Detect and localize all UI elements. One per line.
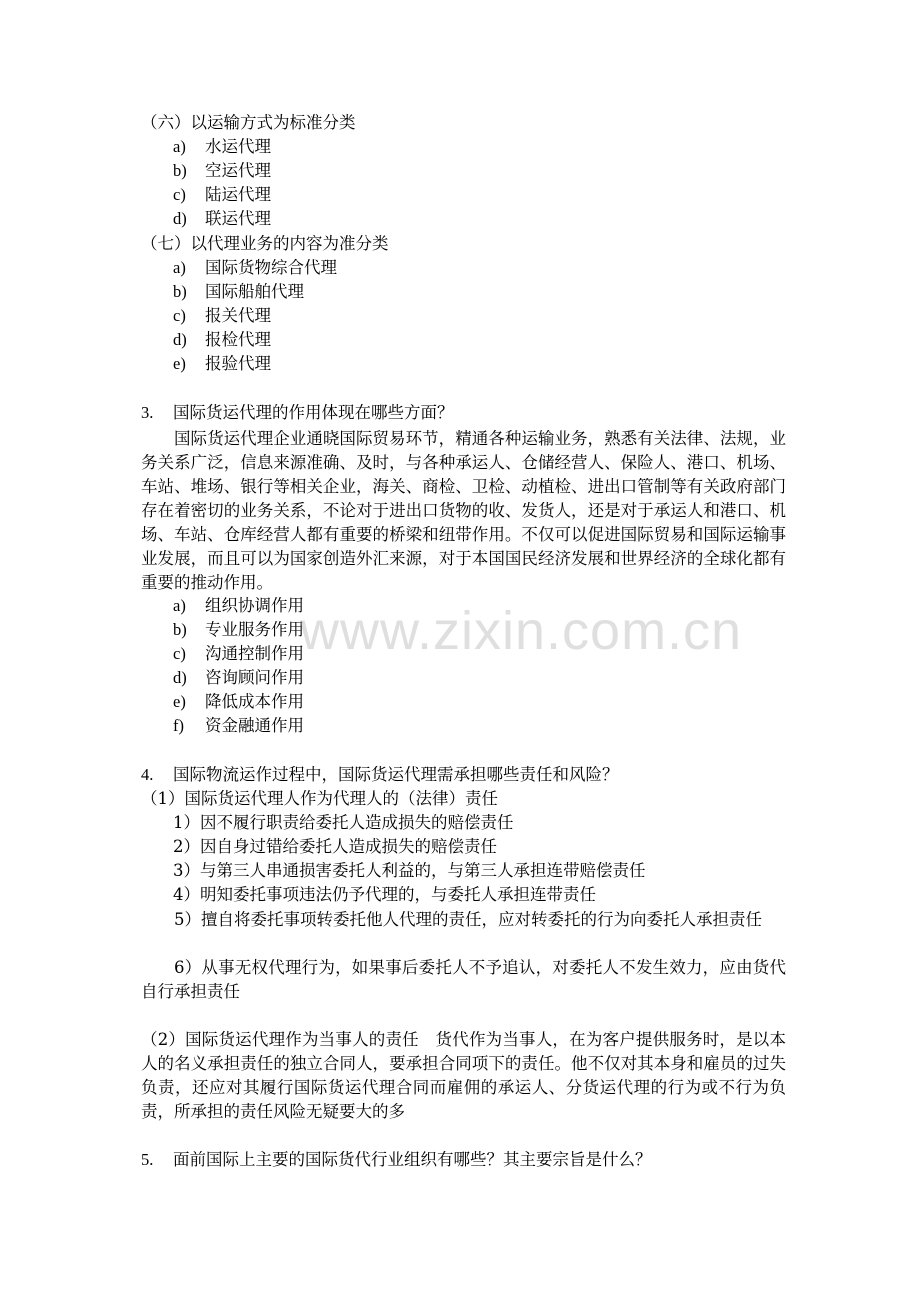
list-marker: d) xyxy=(173,668,187,687)
list-item: 2）因自身过错给委托人造成损失的赔偿责任 xyxy=(173,837,497,856)
list-marker: c) xyxy=(173,644,186,663)
list-item xyxy=(173,643,304,665)
question-4 xyxy=(141,764,619,786)
list-item xyxy=(173,667,304,689)
subsection-heading: （1）国际货运代理人作为代理人的（法律）责任 xyxy=(141,789,498,808)
section-heading-6: （六）以运输方式为标准分类 xyxy=(141,113,356,132)
answer-paragraph xyxy=(141,427,786,595)
list-item xyxy=(173,353,271,375)
subsection-paragraph: （2）国际货运代理作为当事人的责任 货代作为当事人，在为客户提供服务时，是以本人的名义承担责任的独立合同人，要承担合同项下的责任。他不仅对其本身和雇员的过失负责，还应对其履行国际货运代理合同而雇佣的承运人、分货运代理的行为或不行为负责，所承担的责任风险无疑要大的多 xyxy=(141,1030,786,1121)
question-5 xyxy=(141,1149,652,1171)
list-item xyxy=(173,136,271,158)
list-item-text: 陆运代理 xyxy=(205,185,271,204)
list-item xyxy=(173,281,304,303)
list-item: 5）擅自将委托事项转委托他人代理的责任，应对转委托的行为向委托人承担责任 xyxy=(174,910,762,929)
list-item-text: 报关代理 xyxy=(205,306,271,325)
list-marker: b) xyxy=(173,161,187,180)
list-marker: c) xyxy=(173,185,186,204)
list-marker: d) xyxy=(173,330,187,349)
list-item-text: 组织协调作用 xyxy=(205,596,304,615)
list-marker: e) xyxy=(173,692,186,711)
list-item-text: 空运代理 xyxy=(205,161,271,180)
list-item-text: 降低成本作用 xyxy=(205,692,304,711)
list-item: 3）与第三人串通损害委托人利益的，与第三人承担连带赔偿责任 xyxy=(173,861,646,880)
answer-text: 国际货运代理企业通晓国际贸易环节，精通各种运输业务，熟悉有关法律、法规，业务关系广泛，信息来源准确、及时，与各种承运人、仓储经营人、保险人、港口、机场、车站、堆场、银行等相关企业，海关、商检、卫检、动植检、进出口管制等有关政府部门存在着密切的业务关系，不论对于进出口货物的收、发货人，还是对于承运人和港口、机场、车站、仓库经营人都有重要的桥梁和纽带作用。不仅可以促进国际贸易和国际运输事业发展，而且可以为国家创造外汇来源，对于本国国民经济发展和世界经济的全球化都有重要的推动作用。 xyxy=(141,429,786,592)
question-text: 面前国际上主要的国际货代行业组织有哪些？其主要宗旨是什么？ xyxy=(173,1150,652,1169)
question-3 xyxy=(141,402,454,424)
list-item xyxy=(173,208,271,230)
question-number: 3. xyxy=(141,403,154,422)
list-item-text: 专业服务作用 xyxy=(205,620,304,639)
list-item xyxy=(173,619,304,641)
list-item xyxy=(173,160,271,182)
list-item xyxy=(173,184,271,206)
list-item-text: 报验代理 xyxy=(205,354,271,373)
list-item-text: 资金融通作用 xyxy=(205,716,304,735)
list-marker: f) xyxy=(173,716,184,735)
list-marker: a) xyxy=(173,137,186,156)
list-item xyxy=(173,715,304,737)
question-text: 国际货运代理的作用体现在哪些方面？ xyxy=(173,403,454,422)
list-item: 6）从事无权代理行为，如果事后委托人不予追认，对委托人不发生效力，应由货代自行承担责任 xyxy=(141,958,786,1001)
list-item-text: 报检代理 xyxy=(205,330,271,349)
list-item-text: 沟通控制作用 xyxy=(205,644,304,663)
question-text: 国际物流运作过程中，国际货运代理需承担哪些责任和风险？ xyxy=(173,765,619,784)
list-item-text: 水运代理 xyxy=(205,137,271,156)
list-marker: d) xyxy=(173,209,187,228)
list-item-text: 联运代理 xyxy=(205,209,271,228)
list-item xyxy=(173,691,304,713)
list-item-text: 国际货物综合代理 xyxy=(205,258,337,277)
list-marker: b) xyxy=(173,282,187,301)
question-number: 5. xyxy=(141,1150,154,1169)
list-item-text: 国际船舶代理 xyxy=(205,282,304,301)
list-item xyxy=(173,329,271,351)
watermark: www.zixin.com.cn xyxy=(300,601,743,661)
section-heading-7: （七）以代理业务的内容为准分类 xyxy=(141,234,389,253)
list-marker: e) xyxy=(173,354,186,373)
list-item xyxy=(173,305,271,327)
list-item: 1）因不履行职责给委托人造成损失的赔偿责任 xyxy=(173,813,514,832)
list-marker: c) xyxy=(173,306,186,325)
list-item: 4）明知委托事项违法仍予代理的，与委托人承担连带责任 xyxy=(173,885,596,904)
list-marker: a) xyxy=(173,596,186,615)
list-item xyxy=(173,595,304,617)
list-marker: a) xyxy=(173,258,186,277)
list-item xyxy=(173,257,337,279)
question-number: 4. xyxy=(141,765,154,784)
list-marker: b) xyxy=(173,620,187,639)
list-item-text: 咨询顾问作用 xyxy=(205,668,304,687)
